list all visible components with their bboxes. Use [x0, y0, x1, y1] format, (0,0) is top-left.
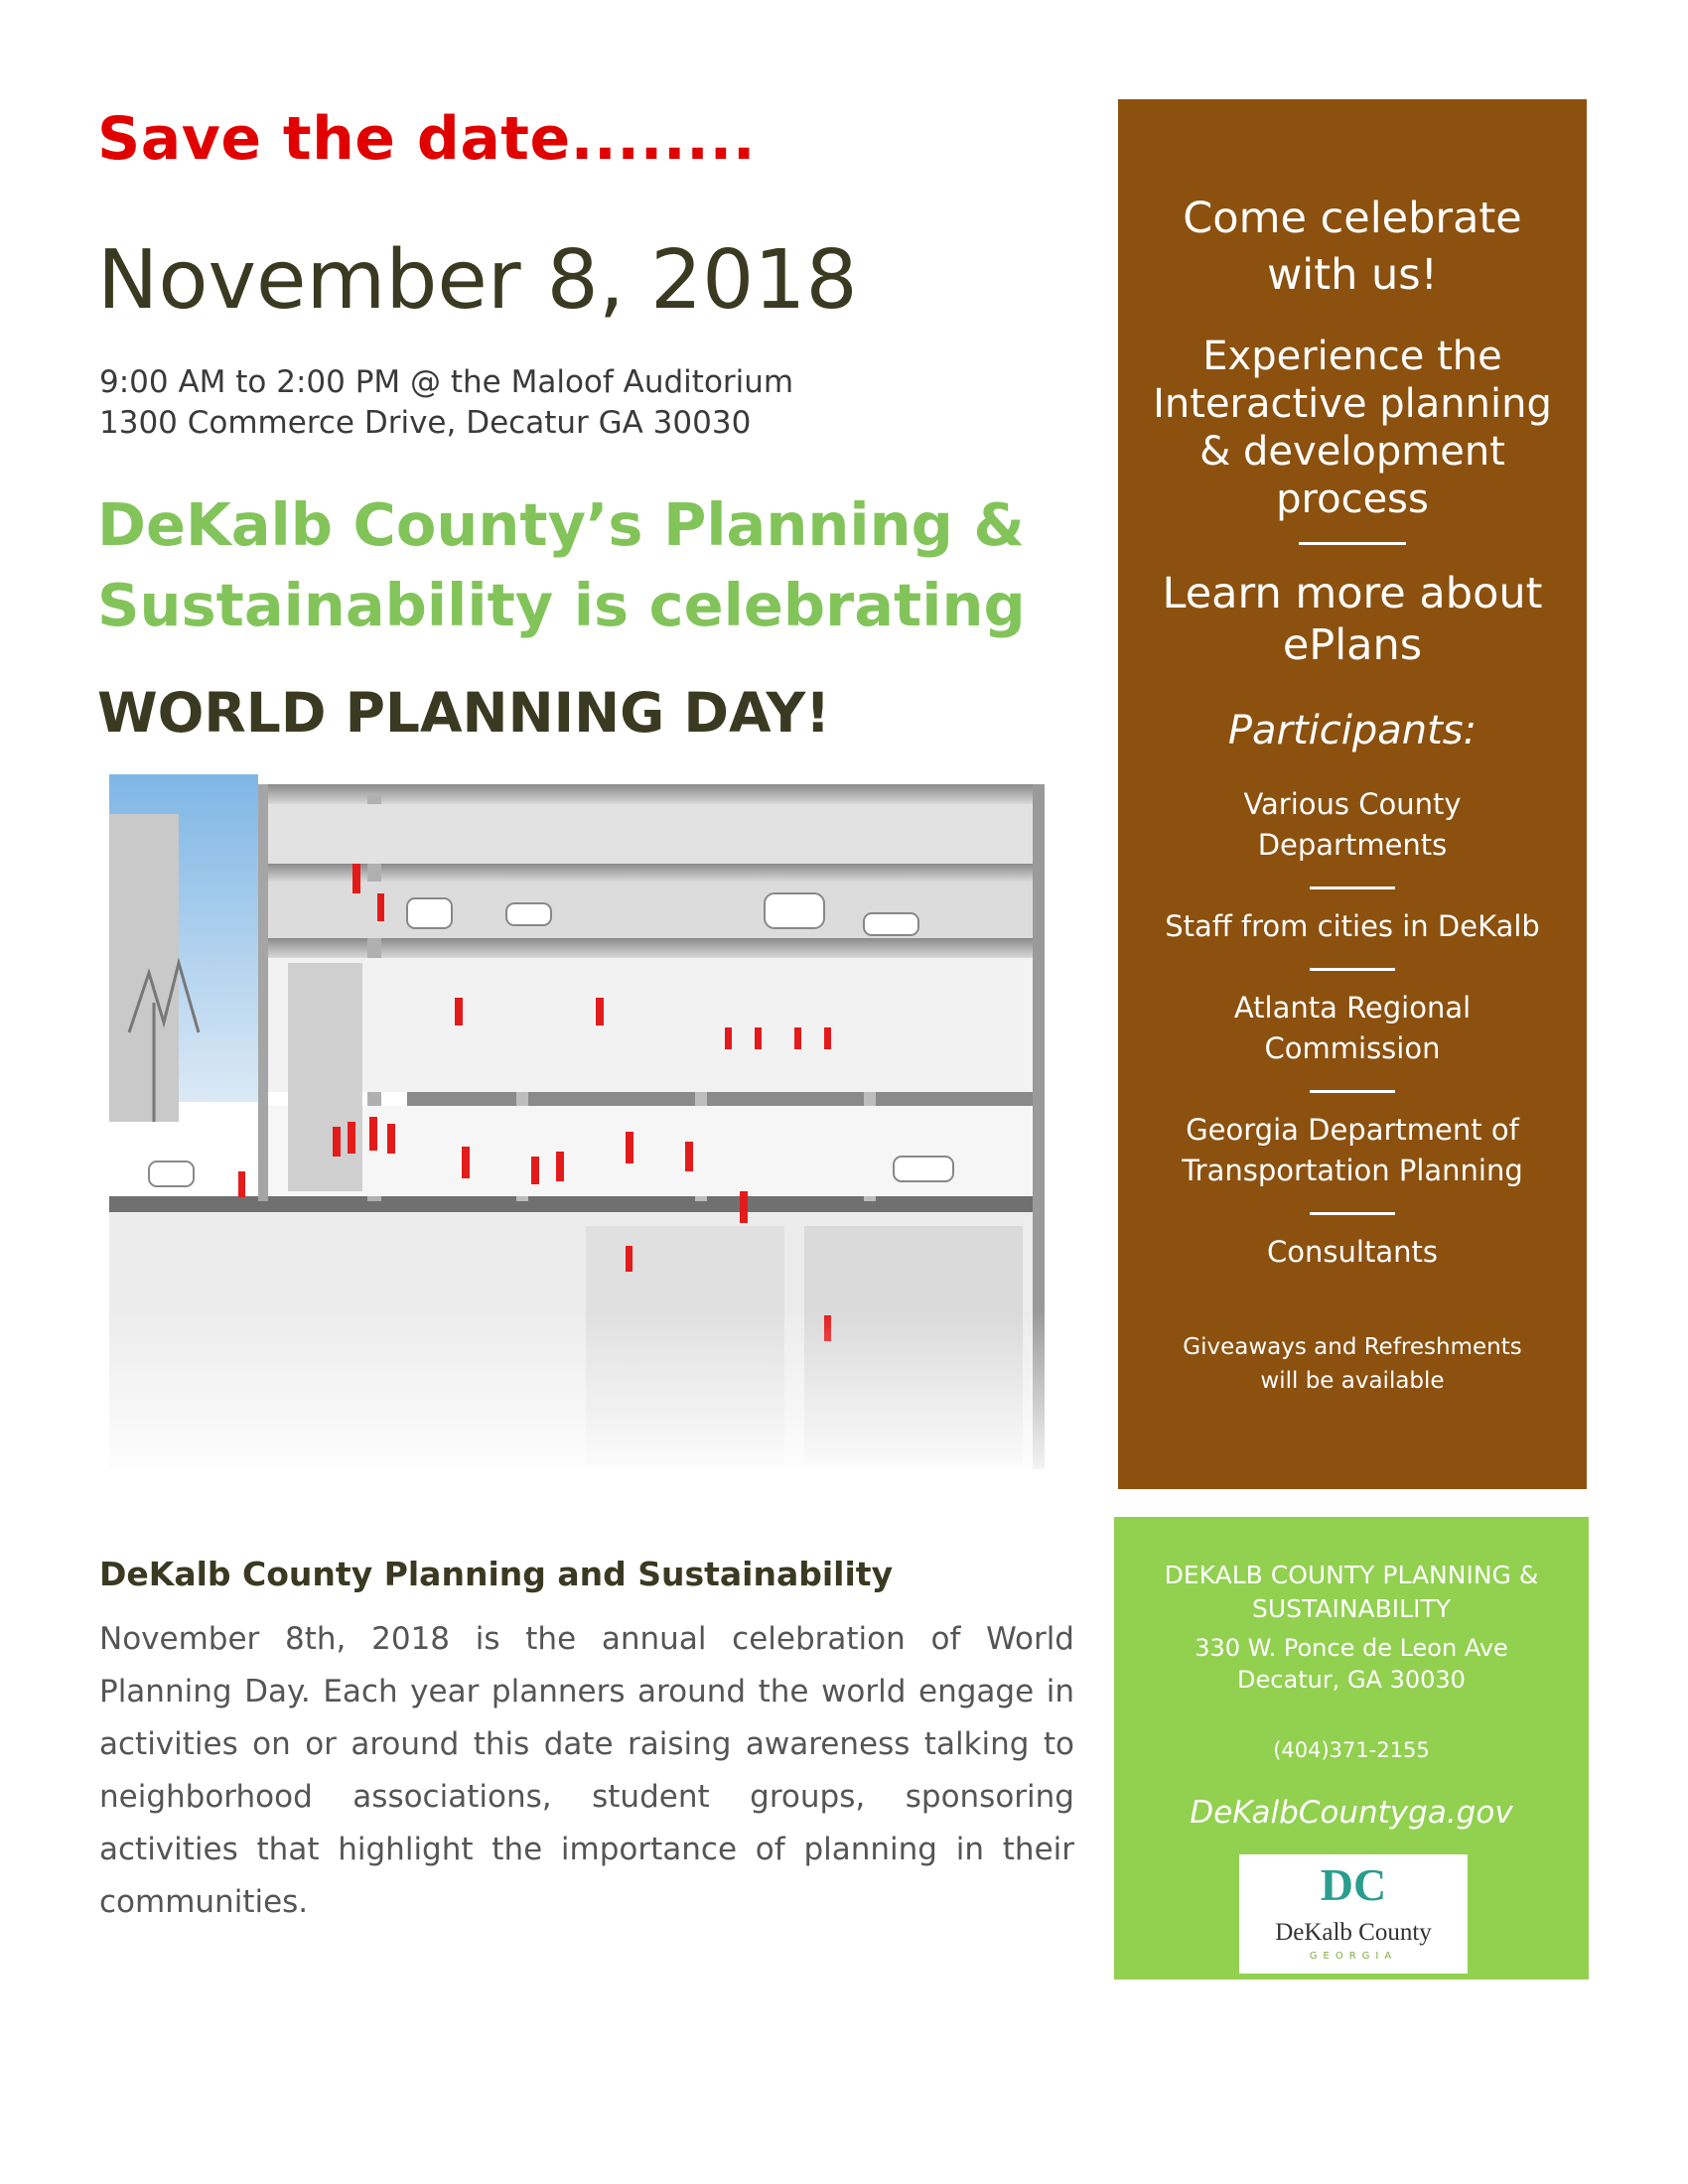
participants-heading: Participants: [1227, 708, 1477, 753]
headline-line-2: Sustainability is celebrating [97, 571, 1026, 639]
experience-line-3: & development [1199, 429, 1505, 475]
participant-5: Consultants [1267, 1235, 1438, 1269]
experience-line-4: process [1276, 477, 1429, 522]
logo-state: GEORGIA [1309, 1951, 1398, 1962]
world-planning-day-heading: WORLD PLANNING DAY! [97, 681, 831, 745]
divider [1299, 542, 1406, 545]
contact-address-line-2: Decatur, GA 30030 [1237, 1666, 1466, 1694]
divider [1310, 887, 1395, 889]
building-cutaway-illustration [109, 774, 1082, 1489]
participant-4-line-1: Georgia Department of [1186, 1113, 1519, 1147]
experience-line-2: Interactive planning [1153, 381, 1552, 427]
contact-org-line-2: SUSTAINABILITY [1251, 1594, 1451, 1623]
save-the-date-heading: Save the date........ [97, 104, 757, 174]
experience-line-1: Experience the [1202, 334, 1502, 379]
logo-monogram [1239, 1860, 1468, 1910]
participant-2: Staff from cities in DeKalb [1165, 909, 1540, 943]
giveaway-line-2: will be available [1260, 1368, 1445, 1394]
contact-website-link[interactable]: DeKalbCountyga.gov [1190, 1795, 1513, 1831]
contact-address-line-1: 330 W. Ponce de Leon Ave [1195, 1634, 1508, 1662]
invite-line-1: Come celebrate [1183, 194, 1522, 243]
logo-monogram-text: DC [1320, 1859, 1387, 1910]
participant-3-line-2: Commission [1264, 1031, 1441, 1065]
divider [1310, 1090, 1395, 1093]
invite-line-2: with us! [1267, 250, 1438, 300]
learn-line-1: Learn more about [1162, 569, 1543, 618]
event-info-panel [1118, 99, 1587, 1489]
learn-line-2: ePlans [1282, 620, 1423, 670]
headline-line-1: DeKalb County’s Planning & [97, 490, 1025, 559]
event-address: 1300 Commerce Drive, Decatur GA 30030 [99, 405, 752, 441]
about-title: DeKalb County Planning and Sustainability [99, 1555, 894, 1593]
divider [1310, 968, 1395, 971]
about-paragraph: November 8th, 2018 is the annual celebration of World Planning Day. Each year planners around the world engage in activities on or around this date raising awareness talking to neighborhood associations, student groups, sponsoring activities that highlight the importance of planning in their communities. [99, 1621, 1074, 1920]
giveaway-line-1: Giveaways and Refreshments [1183, 1334, 1522, 1360]
participant-1-line-1: Various County [1243, 787, 1462, 821]
logo-name: DeKalb County [1275, 1919, 1432, 1946]
participant-3-line-1: Atlanta Regional [1233, 991, 1472, 1024]
contact-panel [1114, 1517, 1589, 1979]
dekalb-county-logo [1239, 1854, 1468, 1974]
participant-4-line-2: Transportation Planning [1182, 1154, 1523, 1187]
participant-1-line-2: Departments [1257, 828, 1448, 862]
contact-phone: (404)371-2155 [1273, 1738, 1430, 1762]
event-date: November 8, 2018 [97, 233, 858, 328]
divider [1310, 1212, 1395, 1215]
event-time-place: 9:00 AM to 2:00 PM @ the Maloof Auditorium [99, 364, 794, 400]
contact-org-line-1: DEKALB COUNTY PLANNING & [1164, 1561, 1539, 1589]
